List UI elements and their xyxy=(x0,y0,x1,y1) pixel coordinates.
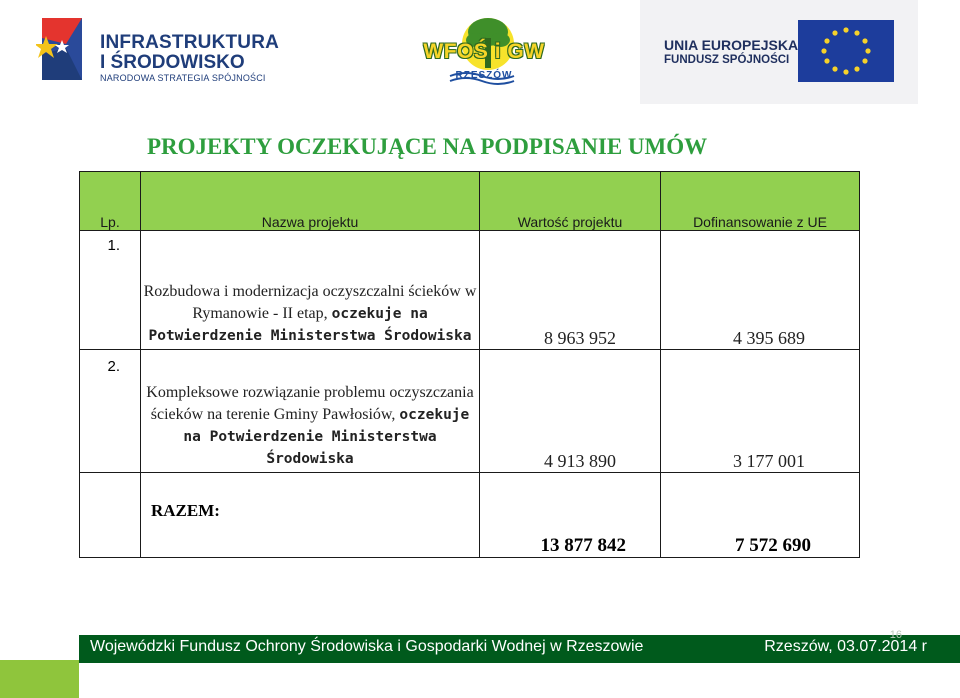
table-row xyxy=(80,350,860,473)
row-ue: 3 177 001 xyxy=(661,350,860,473)
page-number: 16 xyxy=(889,629,902,641)
table-row xyxy=(80,231,860,350)
flag-logo-icon xyxy=(36,14,94,84)
row-lp: 1. xyxy=(80,231,141,350)
row-name-status: oczekuje na Potwierdzenie Ministerstwa Środowiska xyxy=(148,306,472,344)
row-value: 4 913 890 xyxy=(480,350,661,473)
total-lp-empty xyxy=(80,473,141,558)
header-name: Nazwa projektu xyxy=(141,172,480,231)
logo-mid-city: RZESZÓW xyxy=(455,70,513,81)
footer-institution: Wojewódzki Fundusz Ochrony Środowiska i Gospodarki Wodnej w Rzeszowie xyxy=(90,638,644,655)
page-title: PROJEKTY OCZEKUJĄCE NA PODPISANIE UMÓW xyxy=(147,134,708,159)
logo-ue xyxy=(640,0,918,104)
header-ue: Dofinansowanie z UE xyxy=(661,172,860,231)
logo-left-line2: I ŚRODOWISKO xyxy=(100,52,245,73)
row-value: 8 963 952 xyxy=(480,231,661,350)
row-name-plain: Kompleksowe rozwiązanie problemu oczyszczania ścieków na terenie Gminy Pawłosiów, xyxy=(146,384,474,423)
total-label: RAZEM: xyxy=(141,473,480,558)
footer-date: Rzeszów, 03.07.2014 r xyxy=(764,638,927,655)
header-value: Wartość projektu xyxy=(480,172,661,231)
table-total-row xyxy=(80,473,860,558)
row-name xyxy=(141,350,480,473)
logo-right-line2: FUNDUSZ SPÓJNOŚCI xyxy=(664,54,790,66)
row-name-plain: Rozbudowa i modernizacja oczyszczalni ścieków w Rymanowie - II etap, xyxy=(143,283,477,322)
footer-bar xyxy=(79,629,960,663)
total-value: 13 877 842 xyxy=(480,473,661,558)
logo-infrastruktura xyxy=(36,14,286,86)
eu-flag-icon xyxy=(798,20,894,82)
row-name xyxy=(141,231,480,350)
row-name-status: oczekuje na Potwierdzenie Ministerstwa Środowiska xyxy=(183,407,470,467)
logo-left-line1: INFRASTRUKTURA xyxy=(100,32,280,53)
logo-mid-name: WFOŚ i GW xyxy=(423,40,545,63)
footer-corner-accent xyxy=(0,660,79,698)
projects-table xyxy=(79,171,860,558)
row-lp: 2. xyxy=(80,350,141,473)
table-header-row xyxy=(80,172,860,231)
logo-wfos xyxy=(416,14,552,86)
row-ue: 4 395 689 xyxy=(661,231,860,350)
total-ue: 7 572 690 xyxy=(661,473,860,558)
logo-right-line1: UNIA EUROPEJSKA xyxy=(664,37,799,53)
logo-left-line3: NARODOWA STRATEGIA SPÓJNOŚCI xyxy=(100,73,266,83)
header-lp: Lp. xyxy=(80,172,141,231)
